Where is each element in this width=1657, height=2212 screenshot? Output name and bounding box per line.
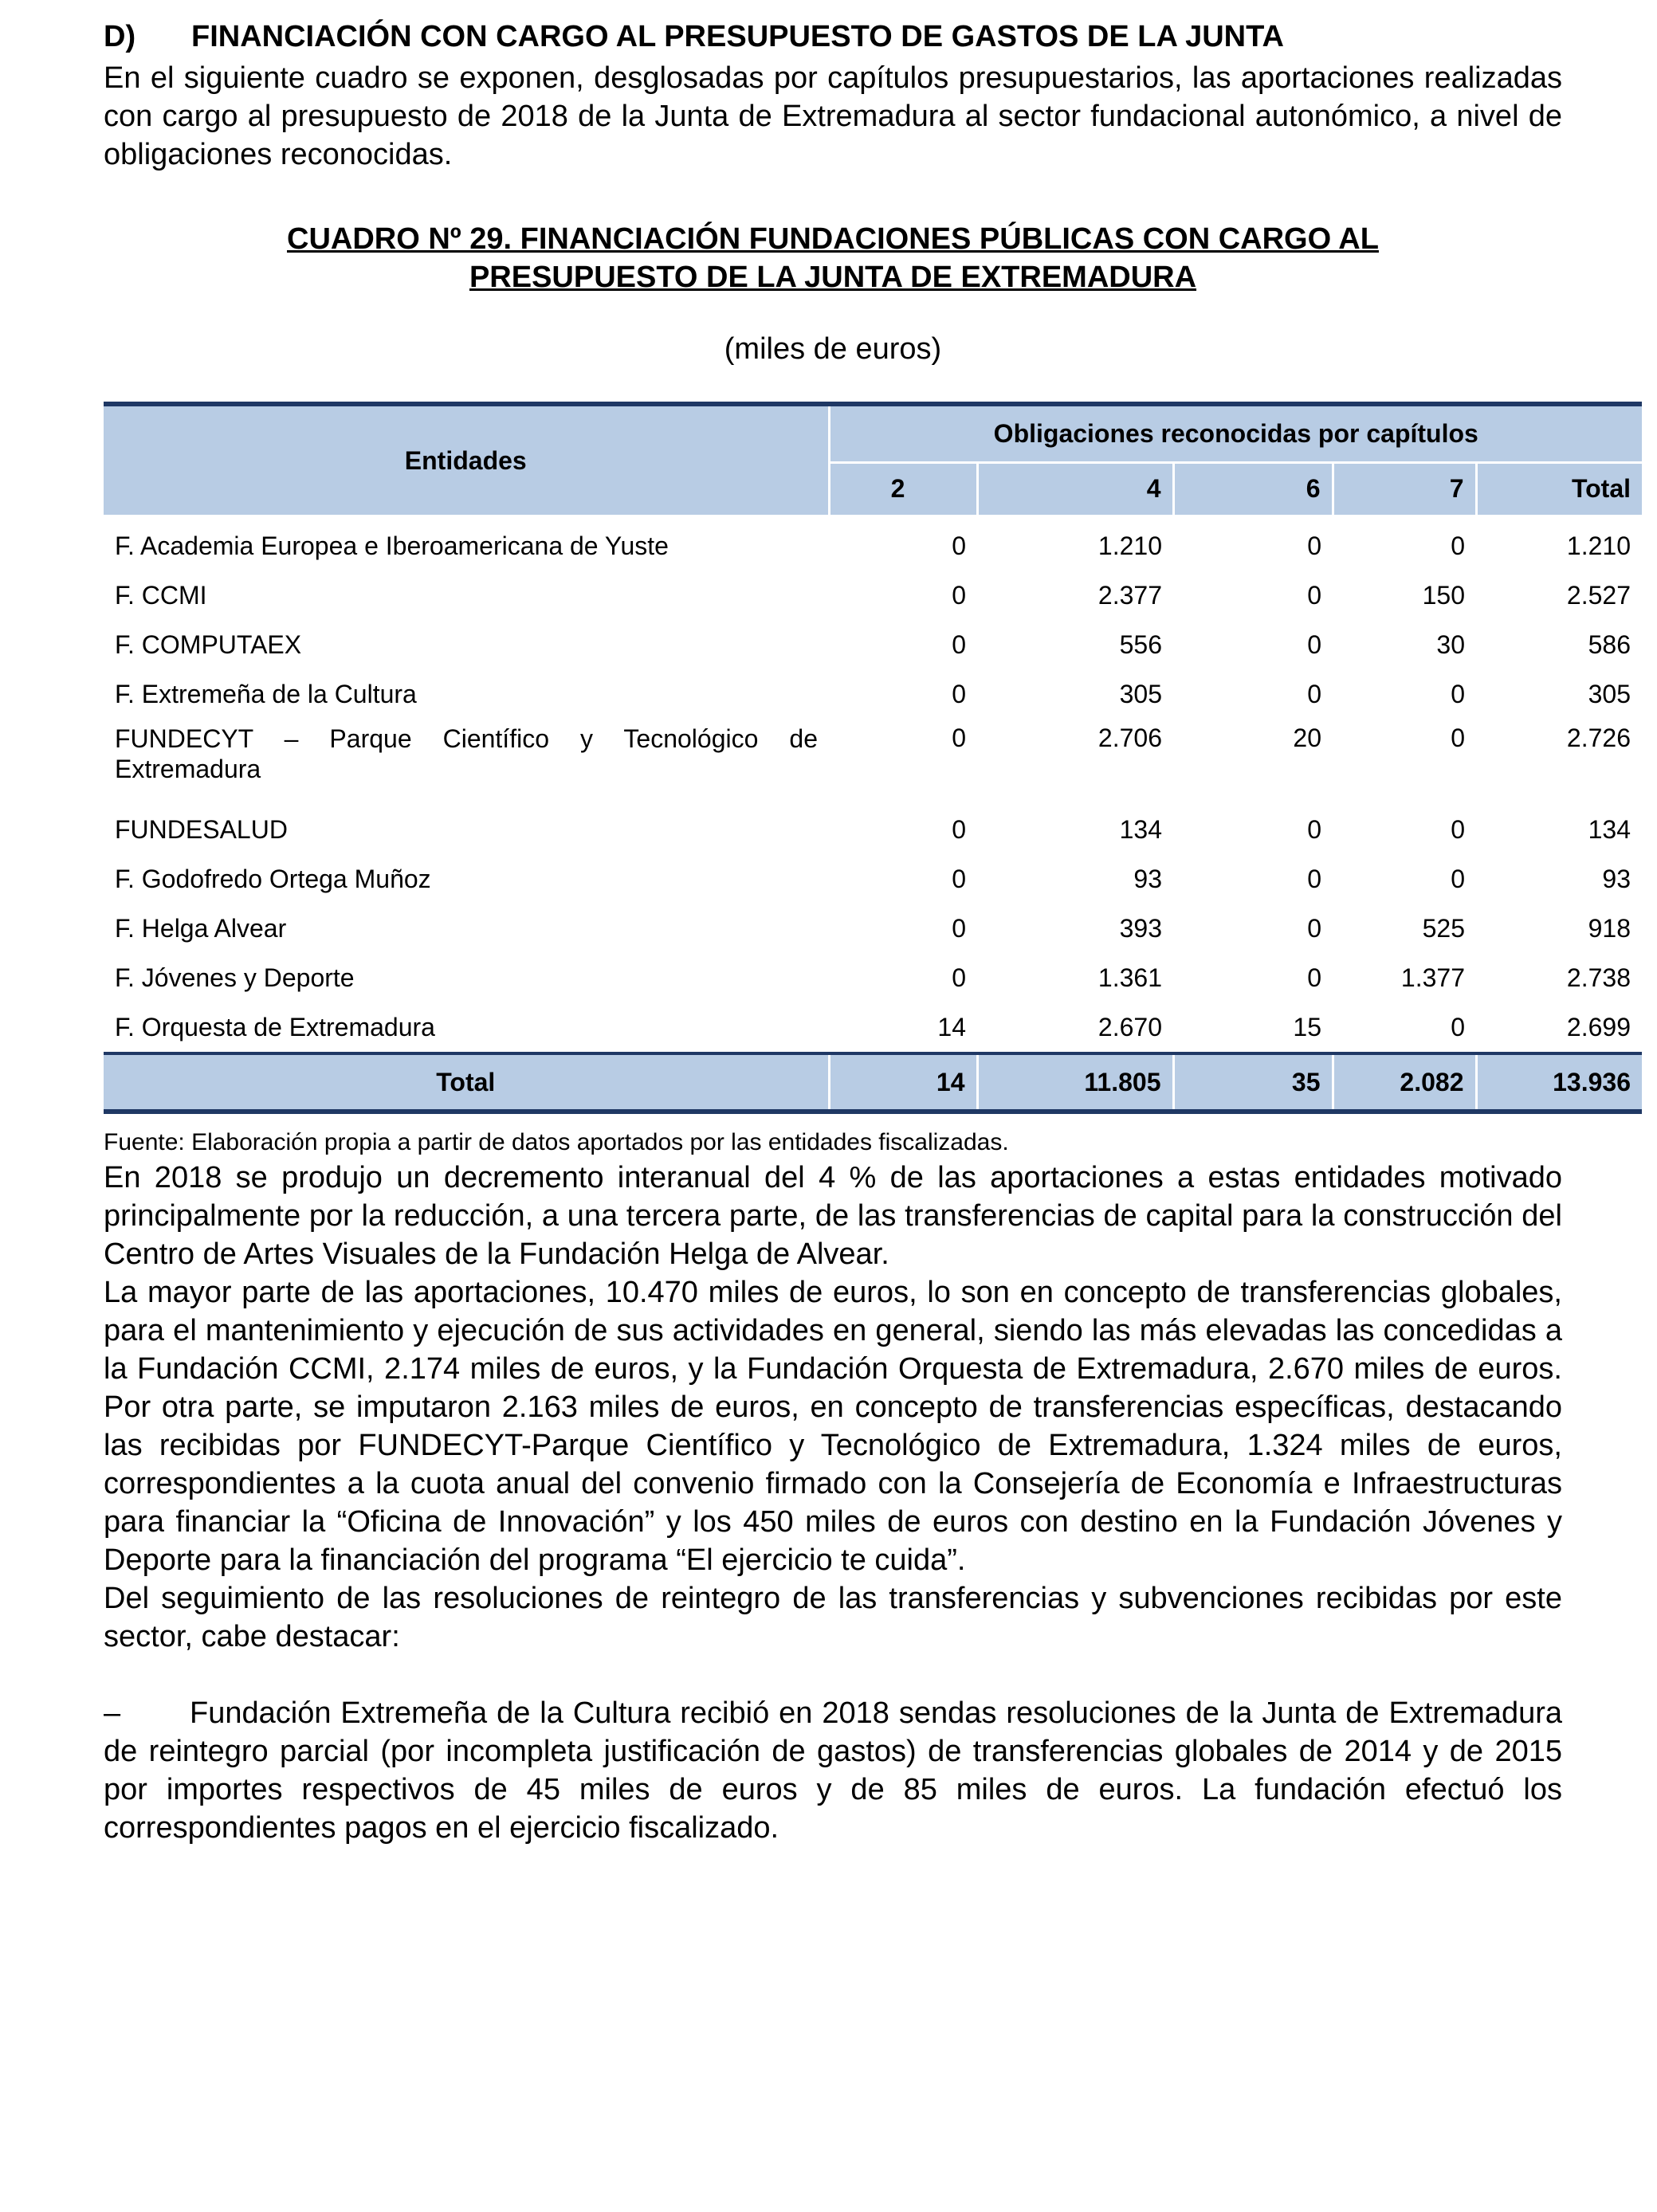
row-cap4: 2.706 [1097, 724, 1162, 752]
header-col-total: Total [1476, 462, 1642, 515]
row-name: F. Academia Europea e Iberoamericana de Yuste [115, 531, 669, 560]
section-letter: D) [104, 20, 136, 53]
row-cap4: 93 [1133, 864, 1162, 893]
bullet-item [104, 1694, 1562, 1847]
row-name: F. COMPUTAEX [115, 630, 302, 659]
row-cap2: 0 [952, 531, 966, 560]
total-cap7: 2.082 [1333, 1053, 1476, 1112]
table-row [104, 719, 1642, 805]
table-row [104, 805, 1642, 854]
row-total: 93 [1602, 864, 1631, 893]
header-col-7: 7 [1333, 462, 1476, 515]
row-name: F. Orquesta de Extremadura [115, 1013, 435, 1041]
paragraph-reintegro: Del seguimiento de las resoluciones de reintegro de las transferencias y subvenciones recibidas por este sector, cabe destacar: [104, 1582, 1562, 1653]
row-cap7: 0 [1451, 724, 1465, 752]
row-cap7: 0 [1451, 864, 1465, 893]
row-total: 586 [1588, 629, 1631, 659]
table-row [104, 515, 1642, 571]
row-cap6: 15 [1293, 1012, 1321, 1041]
header-group: Obligaciones reconocidas por capítulos [829, 404, 1642, 462]
paragraph-decrease: En 2018 se produjo un decremento interanual del 4 % de las aportaciones a estas entidades motivado principalmente por la reducción, a una tercera parte, de las transferencias de capital para la construcción del Centro de Artes Visuales de la Fundación Helga de Alvear. [104, 1161, 1562, 1271]
total-total: 13.936 [1476, 1053, 1642, 1112]
bullet-dash: – [104, 1696, 121, 1730]
table-title-line2: PRESUPUESTO DE LA JUNTA DE EXTREMADURA [469, 261, 1197, 294]
total-cap2: 14 [829, 1053, 977, 1112]
row-name: F. CCMI [115, 581, 207, 610]
table-body [104, 515, 1642, 1053]
row-cap6: 0 [1307, 913, 1321, 943]
row-name: F. Extremeña de la Cultura [115, 680, 417, 708]
table-row [104, 620, 1642, 669]
total-row [104, 1053, 1642, 1112]
table-row [104, 904, 1642, 953]
row-cap2: 0 [952, 629, 966, 659]
row-total: 2.699 [1566, 1012, 1631, 1041]
row-cap2: 0 [952, 864, 966, 893]
row-cap4: 2.670 [1097, 1012, 1162, 1041]
row-cap7: 0 [1451, 531, 1465, 560]
row-cap6: 0 [1307, 814, 1321, 844]
table-row [104, 1002, 1642, 1053]
document-page [104, 14, 1631, 1847]
row-cap4: 1.361 [1097, 963, 1162, 992]
table-units: (miles de euros) [724, 332, 942, 366]
row-cap7: 30 [1436, 629, 1465, 659]
row-cap6: 0 [1307, 580, 1321, 610]
bullet-text: Fundación Extremeña de la Cultura recibió en 2018 sendas resoluciones de la Junta de Extremadura de reintegro parcial (por incompleta justificación de gastos) de transferencias globales de 2014 y de 2015 por importes respectivos de 45 miles de euros y de 85 miles de euros. La fundación efectuó los correspondientes pagos en el ejercicio fiscalizado. [104, 1696, 1562, 1845]
row-cap7: 0 [1451, 1012, 1465, 1041]
table-footer [104, 1053, 1642, 1112]
row-cap7: 525 [1422, 913, 1465, 943]
table-header [104, 404, 1642, 515]
row-name: F. Godofredo Ortega Muñoz [115, 865, 431, 893]
financing-table [104, 402, 1642, 1114]
row-cap2: 0 [952, 814, 966, 844]
row-cap7: 0 [1451, 679, 1465, 708]
row-cap2: 0 [952, 724, 966, 752]
row-cap6: 0 [1307, 629, 1321, 659]
row-total: 2.527 [1566, 580, 1631, 610]
row-cap2: 0 [952, 679, 966, 708]
row-cap4: 305 [1119, 679, 1162, 708]
header-col-2: 2 [829, 462, 977, 515]
total-cap4: 11.805 [977, 1053, 1173, 1112]
table-source: Fuente: Elaboración propia a partir de datos aportados por las entidades fiscalizadas. [104, 1129, 1009, 1155]
header-col-4: 4 [977, 462, 1173, 515]
row-name: FUNDECYT – Parque Científico y Tecnológico de Extremadura [115, 724, 818, 783]
table-row [104, 669, 1642, 719]
row-cap7: 1.377 [1400, 963, 1465, 992]
row-name: F. Jóvenes y Deporte [115, 963, 355, 992]
header-entidades: Entidades [104, 404, 829, 515]
table-title-line1: CUADRO Nº 29. FINANCIACIÓN FUNDACIONES PÚBLICAS CON CARGO AL [287, 222, 1379, 256]
row-cap6: 0 [1307, 963, 1321, 992]
table-row [104, 953, 1642, 1002]
row-total: 1.210 [1566, 531, 1631, 560]
row-cap2: 0 [952, 963, 966, 992]
row-cap4: 1.210 [1097, 531, 1162, 560]
row-name: F. Helga Alvear [115, 914, 287, 943]
table-row [104, 571, 1642, 620]
row-cap7: 150 [1422, 580, 1465, 610]
row-cap4: 393 [1119, 913, 1162, 943]
section-heading [104, 14, 1562, 59]
row-cap2: 0 [952, 580, 966, 610]
row-cap6: 20 [1293, 724, 1321, 752]
header-col-6: 6 [1173, 462, 1333, 515]
row-total: 918 [1588, 913, 1631, 943]
row-cap6: 0 [1307, 531, 1321, 560]
row-cap7: 0 [1451, 814, 1465, 844]
row-cap4: 556 [1119, 629, 1162, 659]
row-cap2: 14 [937, 1012, 966, 1041]
row-cap4: 2.377 [1097, 580, 1162, 610]
total-label: Total [104, 1053, 829, 1112]
row-cap6: 0 [1307, 864, 1321, 893]
table-title [104, 220, 1562, 296]
row-cap4: 134 [1119, 814, 1162, 844]
total-cap6: 35 [1173, 1053, 1333, 1112]
section-title: FINANCIACIÓN CON CARGO AL PRESUPUESTO DE GASTOS DE LA JUNTA [191, 20, 1284, 53]
row-total: 2.738 [1566, 963, 1631, 992]
row-cap2: 0 [952, 913, 966, 943]
row-total: 305 [1588, 679, 1631, 708]
paragraph-transfers: La mayor parte de las aportaciones, 10.470 miles de euros, lo son en concepto de transferencias globales, para el mantenimiento y ejecución de sus actividades en general, siendo las más elevadas las concedidas a la Fundación CCMI, 2.174 miles de euros, y la Fundación Orquesta de Extremadura, 2.670 miles de euros. Por otra parte, se imputaron 2.163 miles de euros, en concepto de transferencias específicas, destacando las recibidas por FUNDECYT-Parque Científico y Tecnológico de Extremadura, 1.324 miles de euros, correspondientes a la cuota anual del convenio firmado con la Consejería de Economía e Infraestructuras para financiar la “Oficina de Innovación” y los 450 miles de euros con destino en la Fundación Jóvenes y Deporte para la financiación del programa “El ejercicio te cuida”. [104, 1276, 1562, 1577]
row-total: 2.726 [1566, 724, 1631, 752]
row-total: 134 [1588, 814, 1631, 844]
intro-paragraph: En el siguiente cuadro se exponen, desglosadas por capítulos presupuestarios, las aportaciones realizadas con cargo al presupuesto de 2018 de la Junta de Extremadura al sector fundacional autonómico, a nivel de obligaciones reconocidas. [104, 61, 1562, 171]
row-cap6: 0 [1307, 679, 1321, 708]
table-row [104, 854, 1642, 904]
row-name: FUNDESALUD [115, 815, 288, 844]
